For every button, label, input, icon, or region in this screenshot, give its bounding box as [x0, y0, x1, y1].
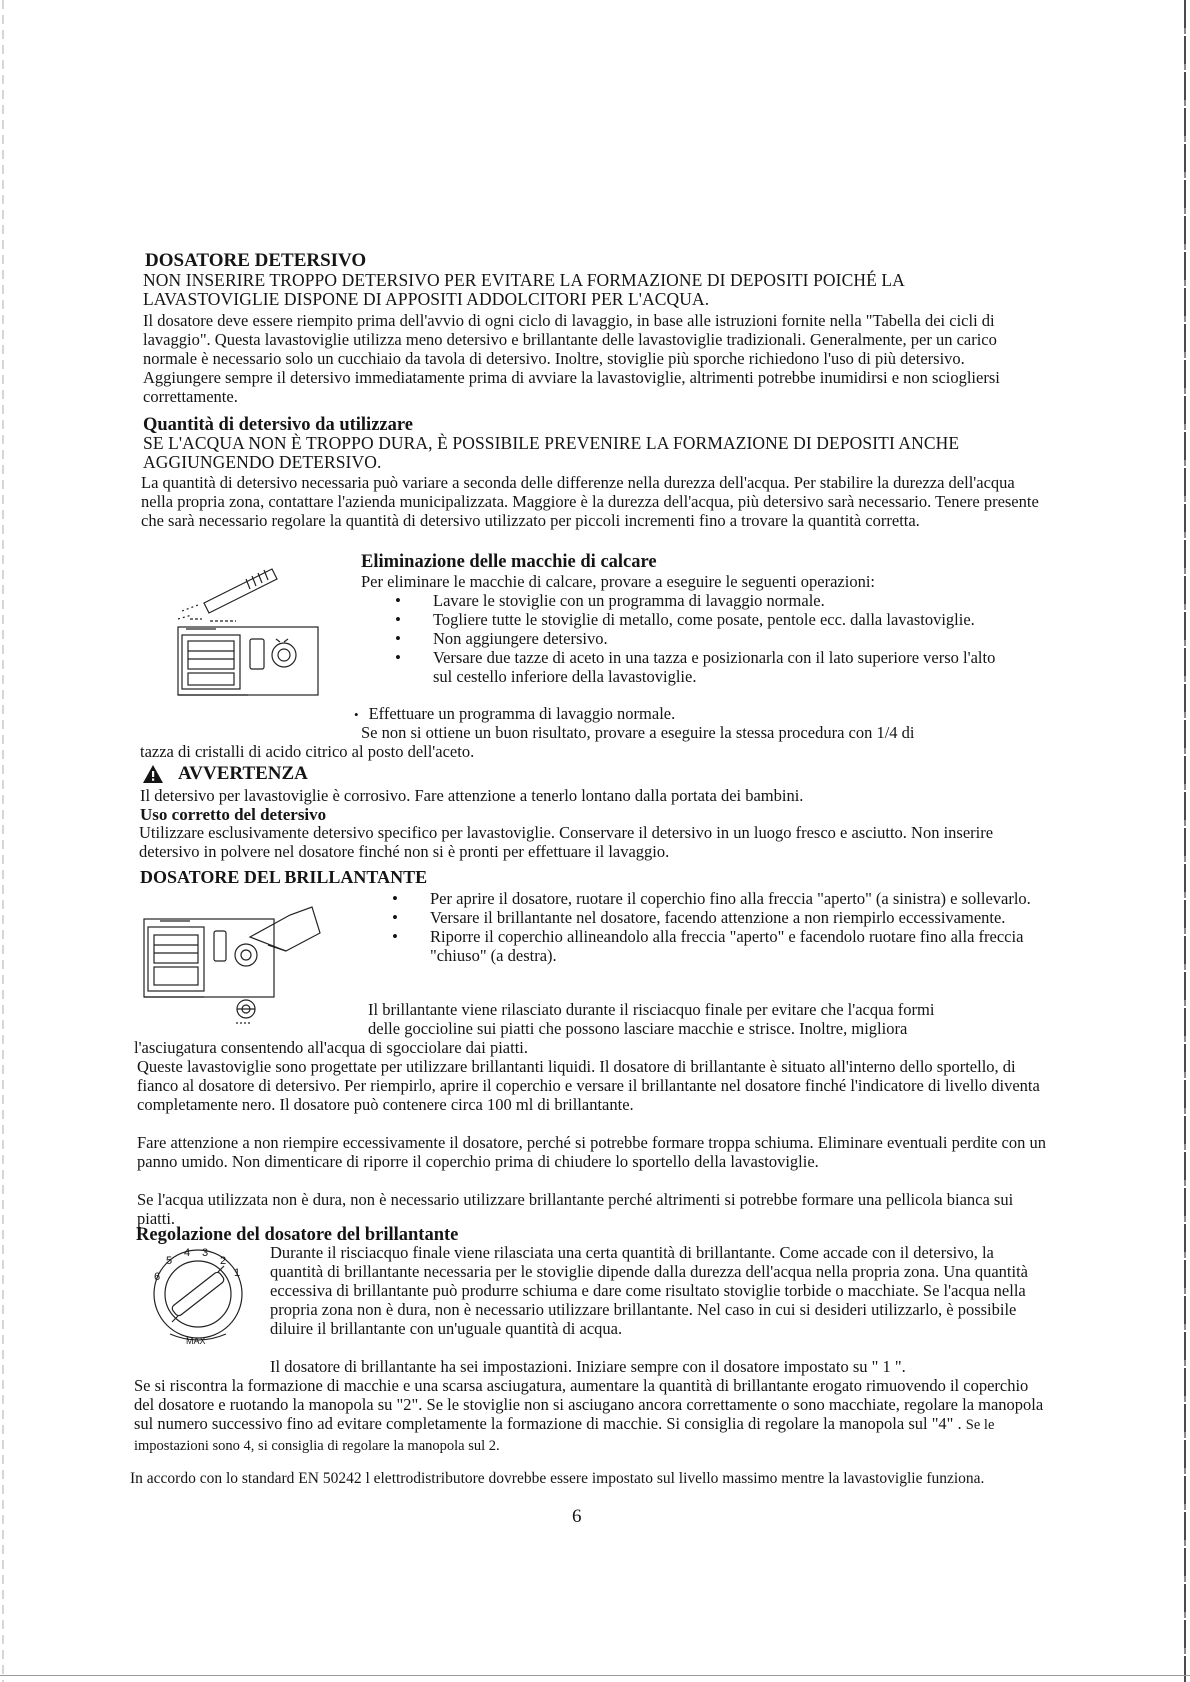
rinse-aid-para2: Queste lavastoviglie sono progettate per utilizzare brillantanti liquidi. Il dosatore di brillantante è situato all'interno dello sportello, di fianco al dosatore di detersivo. Per riempirlo, aprire il coperchio e versare il brillantante nel dosatore finché l'indicatore di livello diventa completamente nero. Il dosatore può contenere circa 100 ml di brillantante.	[137, 1057, 1040, 1114]
scan-edge-left	[2, 0, 4, 1682]
correct-use-body: Utilizzare esclusivamente detersivo specifico per lavastoviglie. Conservare il detersivo in un luogo fresco e asciutto. Non inserire detersivo in polvere nel dosatore finché non si è pronti per effettuare il lavaggio.	[139, 823, 994, 861]
section-title-rinse-aid-dispenser: DOSATORE DEL BRILLANTANTE	[140, 867, 428, 887]
subsection-title-correct-use: Uso corretto del detersivo	[140, 805, 327, 824]
section-title-limescale-removal: Eliminazione delle macchie di calcare	[361, 552, 657, 572]
limescale-after-line2: tazza di cristalli di acido citrico al posto dell'aceto.	[140, 742, 475, 761]
section-title-detergent-dispenser: DOSATORE DETERSIVO	[145, 250, 367, 271]
scan-edge-right	[1184, 0, 1186, 1682]
quantity-body-text: La quantità di detersivo necessaria può variare a seconda delle differenze nella durezza dell'acqua. Per stabilire la durezza dell'acqua nella propria zona, contattare l'azienda municipalizzata. Maggiore è la durezza dell'acqua, più detersivo sarà necessario. Tenere presente che sarà necessario regolare la quantità di detersivo utilizzato per piccoli incrementi fino a trovare la quantità corretta.	[141, 473, 1039, 530]
limescale-after-line1: Se non si ottiene un buon risultato, provare a eseguire la stessa procedura con 1/4 di	[361, 723, 915, 742]
rinse-aid-steps-list	[392, 889, 1052, 965]
warning-title: AVVERTENZA	[178, 763, 308, 784]
scan-edge-bottom	[0, 1675, 1190, 1676]
rinse-aid-para3: Fare attenzione a non riempire eccessivamente il dosatore, perché si potrebbe formare troppa schiuma. Eliminare eventuali perdite con un panno umido. Non dimenticare di riporre il coperchio prima di chiudere lo sportello della lavastoviglie.	[137, 1133, 1046, 1171]
dial-label: 1	[234, 1267, 241, 1279]
detergent-dispenser-illustration	[172, 555, 332, 710]
dial-max-label: MAX	[186, 1336, 206, 1346]
rinse-aid-para1-line1: Il brillantante viene rilasciato durante il risciacquo finale per evitare che l'acqua formi	[368, 1000, 935, 1019]
rinse-aid-para1-line2: delle goccioline sui piatti che possono lasciare macchie e strisce. Inoltre, migliora	[368, 1019, 908, 1038]
adjustment-settings-line: Il dosatore di brillantante ha sei impostazioni. Iniziare sempre con il dosatore impostato su " 1 ".	[270, 1357, 906, 1376]
dial-label: 5	[166, 1255, 173, 1267]
list-item: • Riporre il coperchio allineandolo alla freccia "aperto" e facendolo ruotare fino alla freccia "chiuso" (a destra).	[392, 927, 1052, 965]
warning-triangle-icon	[142, 764, 164, 784]
standard-note: In accordo con lo standard EN 50242 l elettrodistributore dovrebbe essere impostato sul livello massimo mentre la lavastoviglie funziona.	[130, 1470, 985, 1487]
dial-label: 6	[154, 1271, 161, 1283]
adjustment-instructions: Se si riscontra la formazione di macchie e una scarsa asciugatura, aumentare la quantità di brillantante erogato rimuovendo il coperchio del dosatore e ruotando la manopola su "2". Se le stoviglie non si asciugano ancora correttamente o sono macchiate, regolare la manopola sul numero successivo fino ad evitare completamente la formazione di macchie. Si consiglia di regolare la manopola sul "4" . Se le impostazioni sono 4, si consiglia di regolare la manopola sul 2.	[134, 1376, 1044, 1454]
list-item: • Non aggiungere detersivo.	[395, 629, 1015, 648]
rinse-aid-para4: Se l'acqua utilizzata non è dura, non è necessario utilizzare brillantante perché altrimenti si potrebbe formare una pellicola bianca sui piatti.	[137, 1190, 1014, 1228]
warning-body: Il detersivo per lavastoviglie è corrosivo. Fare attenzione a tenerlo lontano dalla portata dei bambini.	[140, 786, 804, 805]
detergent-body-text: Il dosatore deve essere riempito prima dell'avvio di ogni ciclo di lavaggio, in base alle istruzioni fornite nella "Tabella dei cicli di lavaggio". Questa lavastoviglie utilizza meno detersivo e brillantante delle lavastoviglie tradizionali. Generalmente, per un carico normale è necessario solo un cucchiaio da tavola di detersivo. Inoltre, stoviglie più sporche richiedono l'uso di più detersivo. Aggiungere sempre il detersivo immediatamente prima di avviare la lavastoviglie, altrimenti potrebbe inumidirsi e non sciogliersi correttamente.	[143, 311, 1000, 406]
adjustment-body: Durante il risciacquo finale viene rilasciata una certa quantità di brillantante. Come accade con il detersivo, la quantità di brillantante necessaria per le stoviglie dipende dalla durezza dell'acqua nella propria zona. Una quantità eccessiva di brillantante può produrre schiuma e dare come risultato stoviglie torbide o macchiate. Se l'acqua nella propria zona non è dura, non è necessario utilizzare brillantante. Nel caso in cui si desideri utilizzarlo, è possibile diluire il brillantante con un'uguale quantità di acqua.	[270, 1243, 1028, 1338]
limescale-last-step: • Effettuare un programma di lavaggio normale.	[354, 704, 676, 723]
list-item: • Togliere tutte le stoviglie di metallo, come posate, pentole ecc. dalla lavastoviglie.	[395, 610, 1015, 629]
list-item: • Versare due tazze di aceto in una tazza e posizionarla con il lato superiore verso l'alto sul cestello inferiore della lavastoviglie.	[395, 648, 1015, 686]
list-item: • Versare il brillantante nel dosatore, facendo attenzione a non riempirlo eccessivamente.	[392, 908, 1052, 927]
list-item: • Lavare le stoviglie con un programma di lavaggio normale.	[395, 591, 1015, 610]
limescale-steps-list	[395, 591, 1015, 686]
warning-heading	[142, 763, 308, 785]
detergent-caps-notice: NON INSERIRE TROPPO DETERSIVO PER EVITARE LA FORMAZIONE DI DEPOSITI POICHÉ LA LAVASTOVIGLIE DISPONE DI APPOSITI ADDOLCITORI PER L'ACQUA.	[143, 270, 904, 309]
page-number: 6	[572, 1506, 582, 1527]
section-title-detergent-quantity: Quantità di detersivo da utilizzare	[143, 415, 413, 435]
limescale-intro: Per eliminare le macchie di calcare, provare a eseguire le seguenti operazioni:	[361, 572, 875, 591]
dial-label: 2	[220, 1255, 227, 1267]
dial-label: 3	[202, 1247, 209, 1259]
list-item: • Per aprire il dosatore, ruotare il coperchio fino alla freccia "aperto" (a sinistra) e sollevarlo.	[392, 889, 1052, 908]
dial-label: 4	[184, 1247, 191, 1259]
quantity-caps-notice: SE L'ACQUA NON È TROPPO DURA, È POSSIBILE PREVENIRE LA FORMAZIONE DI DEPOSITI ANCHE AGGIUNGENDO DETERSIVO.	[143, 433, 960, 472]
section-title-rinse-aid-adjustment: Regolazione del dosatore del brillantante	[136, 1225, 459, 1245]
rinse-aid-dispenser-illustration	[140, 893, 350, 1033]
rinse-aid-dial-illustration	[140, 1246, 260, 1351]
rinse-aid-para1-line3: l'asciugatura consentendo all'acqua di sgocciolare dai piatti.	[134, 1038, 529, 1057]
